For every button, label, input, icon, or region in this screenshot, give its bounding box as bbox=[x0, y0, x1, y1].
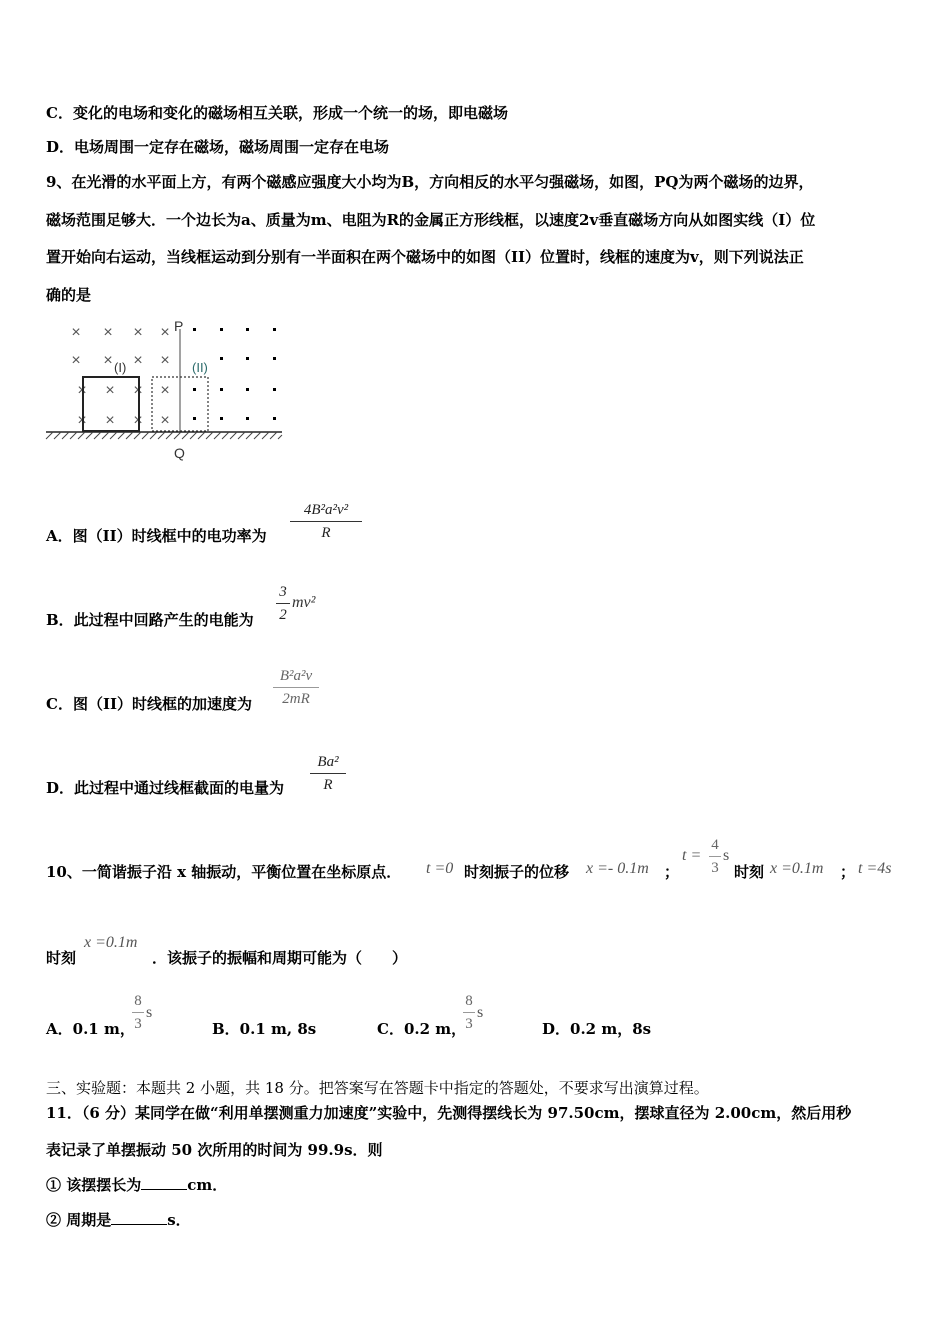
field-cross: × bbox=[160, 352, 170, 369]
field-dot bbox=[246, 417, 249, 420]
field-dot bbox=[193, 388, 196, 391]
field-cross: × bbox=[71, 352, 81, 369]
fraction-bar bbox=[463, 1012, 475, 1013]
q10-sep2: ； bbox=[840, 863, 856, 881]
q9-option-d-fraction bbox=[310, 753, 346, 794]
fraction-numerator: 8 bbox=[134, 993, 142, 1009]
fraction-numerator: 3 bbox=[279, 584, 287, 600]
ground-hatching bbox=[46, 432, 282, 439]
q11-stem-line1: 11．（6 分）某同学在做“利用单摆测重力加速度”实验中，先测得摆线长为 97.50cm，摆球直径为 2.00cm，然后用秒 bbox=[46, 1104, 852, 1122]
q9-option-c-fraction bbox=[273, 667, 319, 708]
q9-option-b-text: B．此过程中回路产生的电能为 bbox=[46, 611, 254, 629]
fraction-bar bbox=[273, 687, 319, 688]
field-dot bbox=[220, 417, 223, 420]
fraction-numerator: 8 bbox=[465, 993, 473, 1009]
fraction-denominator: 2mR bbox=[282, 691, 310, 707]
fraction-denominator: 2 bbox=[279, 607, 287, 623]
q9-option-b-tail: mv² bbox=[292, 594, 316, 611]
q11-item1-label: ① 该摆摆长为 bbox=[46, 1176, 142, 1194]
q9-option-a-text: A．图（II）时线框中的电功率为 bbox=[46, 527, 267, 545]
field-cross: × bbox=[133, 382, 143, 399]
math-expr: x =0.1m bbox=[770, 860, 824, 877]
field-cross: × bbox=[133, 352, 143, 369]
fraction-denominator: 3 bbox=[465, 1016, 473, 1032]
field-dot bbox=[220, 388, 223, 391]
field-dot bbox=[246, 328, 249, 331]
q9-option-a-fraction bbox=[290, 501, 362, 542]
field-dot bbox=[273, 357, 276, 360]
fraction-bar bbox=[709, 856, 721, 857]
field-dot bbox=[193, 417, 196, 420]
q9-stem-line3: 置开始向右运动，当线框运动到分别有一半面积在两个磁场中的如图（II）位置时，线框的速度为v，则下列说法正 bbox=[46, 248, 804, 266]
q10-line2-end: ．该振子的振幅和周期可能为（ ） bbox=[152, 949, 408, 967]
field-cross: × bbox=[77, 412, 87, 429]
q10-intro: 10、一简谐振子沿 x 轴振动，平衡位置在坐标原点． bbox=[46, 863, 402, 881]
q10-line2-start: 时刻 bbox=[46, 949, 77, 967]
q10-sep1: ； bbox=[664, 863, 680, 881]
field-dot bbox=[220, 357, 223, 360]
q10-t2 bbox=[858, 860, 891, 878]
q10-mid1: 时刻振子的位移 bbox=[464, 863, 570, 881]
fraction-bar bbox=[310, 773, 346, 774]
q10-x1 bbox=[586, 860, 649, 878]
field-dot bbox=[246, 388, 249, 391]
math-expr: x =0.1m bbox=[84, 934, 138, 951]
field-cross: × bbox=[77, 382, 87, 399]
math-expr: t =4s bbox=[858, 860, 892, 877]
fraction-bar bbox=[276, 603, 290, 604]
q10-option-d: D．0.2 m，8s bbox=[542, 1020, 652, 1038]
q10-t1-fraction bbox=[709, 836, 721, 877]
math-expr: x =- 0.1m bbox=[586, 860, 649, 877]
field-cross: × bbox=[160, 412, 170, 429]
fraction-bar bbox=[132, 1012, 144, 1013]
field-cross: × bbox=[160, 324, 170, 341]
q10-t1-unit: s bbox=[723, 847, 730, 864]
q10-t0 bbox=[426, 860, 453, 878]
fraction-denominator: 3 bbox=[134, 1016, 142, 1032]
fraction-numerator: 4B²a²v² bbox=[303, 502, 349, 518]
section-3-header: 三、实验题：本题共 2 小题，共 18 分。把答案写在答题卡中指定的答题处，不要求写出演算过程。 bbox=[46, 1079, 709, 1097]
field-cross: × bbox=[105, 382, 115, 399]
q9-option-b-fraction bbox=[276, 583, 290, 624]
q10-option-b: B．0.1 m, 8s bbox=[212, 1020, 317, 1038]
label-i: (I) bbox=[114, 360, 127, 375]
q9-option-c bbox=[46, 693, 252, 714]
field-dot bbox=[193, 328, 196, 331]
q10-option-c: C．0.2 m， bbox=[377, 1020, 467, 1038]
q10-t1-lhs bbox=[682, 847, 701, 865]
q10-option-c-fraction bbox=[463, 992, 475, 1033]
field-dot bbox=[273, 417, 276, 420]
q10-x3 bbox=[84, 934, 137, 952]
magnetic-field-figure bbox=[40, 315, 290, 465]
q10-option-a-unit: s bbox=[146, 1004, 153, 1021]
field-cross: × bbox=[105, 412, 115, 429]
q9-stem-line2: 磁场范围足够大．一个边长为a、质量为m、电阻为R的金属正方形线框，以速度2v垂直磁场方向从如图实线（I）位 bbox=[46, 211, 816, 229]
answer-blank[interactable] bbox=[141, 1175, 187, 1190]
field-dot bbox=[273, 328, 276, 331]
math-expr: t = bbox=[682, 847, 702, 864]
math-expr: t =0 bbox=[426, 860, 454, 877]
field-cross: × bbox=[133, 324, 143, 341]
fraction-numerator: Ba² bbox=[317, 754, 339, 770]
q9-option-d-text: D．此过程中通过线框截面的电量为 bbox=[46, 779, 285, 797]
q9-option-b bbox=[46, 609, 254, 630]
q10-mid2: 时刻 bbox=[734, 863, 765, 881]
q8-option-c: C．变化的电场和变化的磁场相互关联，形成一个统一的场，即电磁场 bbox=[46, 104, 508, 122]
q11-item2-label: ② 周期是 bbox=[46, 1211, 112, 1229]
fraction-numerator: 4 bbox=[711, 837, 719, 853]
label-p: P bbox=[174, 318, 184, 334]
q8-option-d: D．电场周围一定存在磁场，磁场周围一定存在电场 bbox=[46, 138, 390, 156]
field-cross: × bbox=[160, 382, 170, 399]
q10-x2 bbox=[770, 860, 823, 878]
field-dot bbox=[273, 388, 276, 391]
q11-item1-unit: cm． bbox=[187, 1176, 228, 1194]
field-cross: × bbox=[103, 324, 113, 341]
q10-option-a: A．0.1 m， bbox=[46, 1020, 135, 1038]
fraction-bar bbox=[290, 521, 362, 522]
answer-blank[interactable] bbox=[111, 1210, 167, 1225]
fraction-denominator: R bbox=[323, 777, 333, 793]
field-cross: × bbox=[71, 324, 81, 341]
q9-option-c-text: C．图（II）时线框的加速度为 bbox=[46, 695, 252, 713]
label-ii: (II) bbox=[192, 360, 208, 375]
field-cross: × bbox=[133, 412, 143, 429]
fraction-denominator: R bbox=[321, 525, 331, 541]
q11-item2 bbox=[46, 1209, 191, 1230]
field-dot bbox=[246, 357, 249, 360]
q11-stem-line2: 表记录了单摆振动 50 次所用的时间为 99.9s．则 bbox=[46, 1141, 383, 1159]
fraction-numerator: B²a²v bbox=[279, 668, 313, 684]
field-dot bbox=[220, 328, 223, 331]
label-q: Q bbox=[174, 445, 185, 461]
field-cross: × bbox=[103, 352, 113, 369]
q10-option-a-fraction bbox=[132, 992, 144, 1033]
fraction-denominator: 3 bbox=[711, 860, 719, 876]
q9-option-d bbox=[46, 777, 284, 798]
q9-stem-line1: 9、在光滑的水平面上方，有两个磁感应强度大小均为B，方向相反的水平匀强磁场，如图，PQ为两个磁场的边界， bbox=[46, 173, 814, 191]
q9-stem-line4: 确的是 bbox=[46, 286, 92, 304]
q9-option-a bbox=[46, 525, 267, 546]
q10-option-c-unit: s bbox=[477, 1004, 484, 1021]
q11-item1 bbox=[46, 1174, 227, 1195]
q11-item2-unit: s． bbox=[167, 1211, 191, 1229]
